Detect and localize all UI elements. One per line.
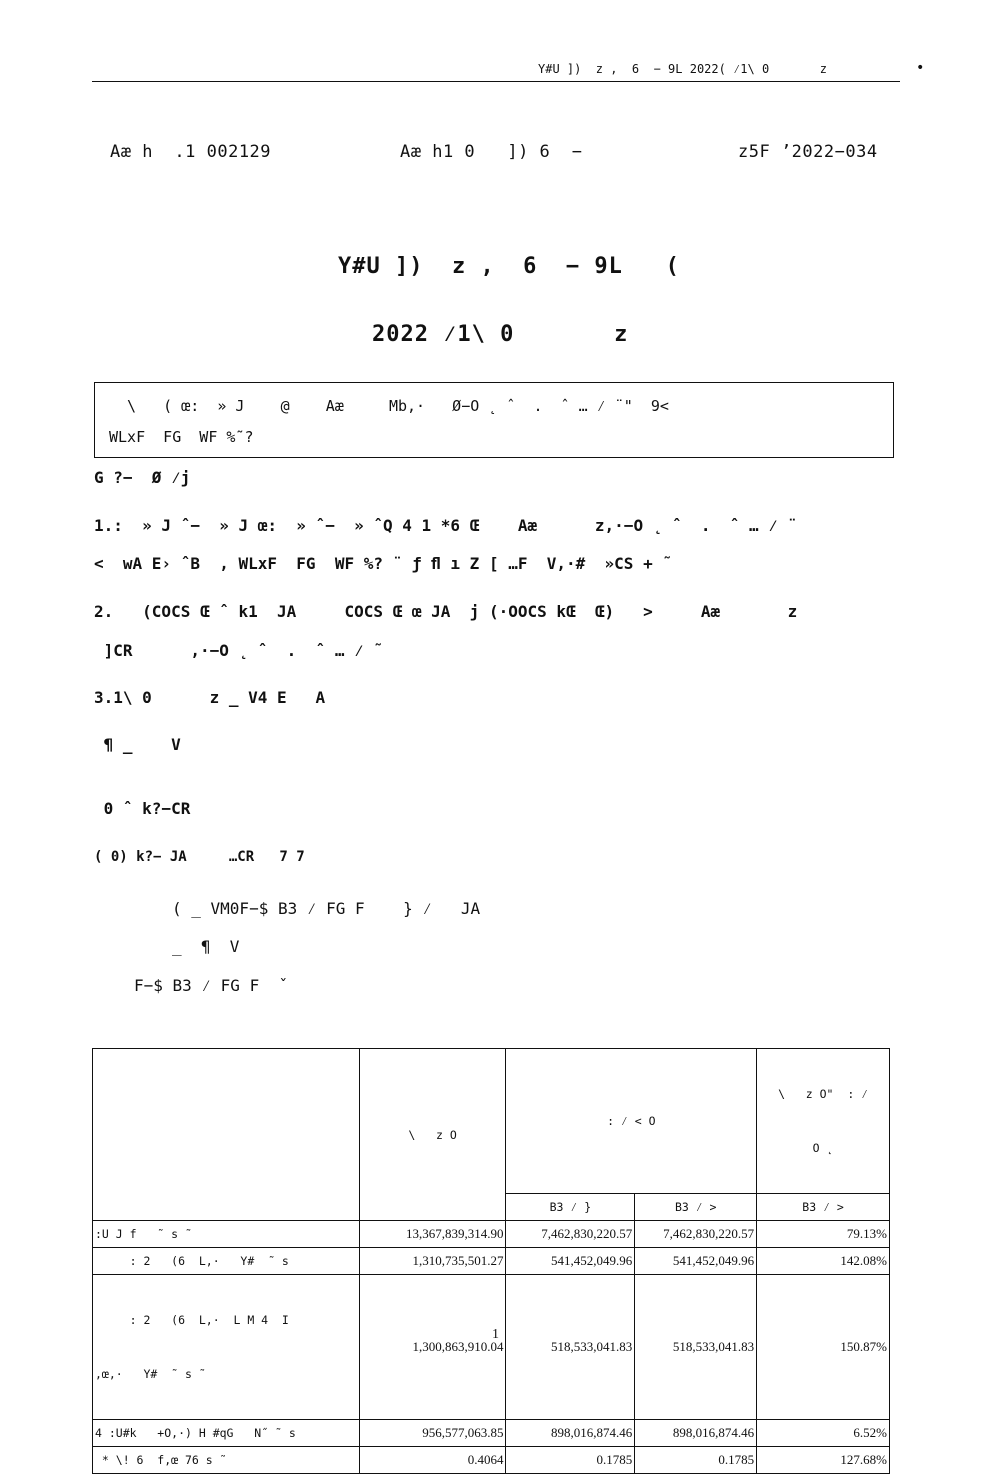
cell-prior-after: 898,016,874.46	[635, 1420, 757, 1447]
cell-current: 13,367,839,314.90	[359, 1221, 506, 1248]
row-label-line2: ,œ,· Y# ˜ s ˜	[95, 1367, 206, 1381]
financial-data-table	[92, 1048, 890, 1474]
running-header-bullet: •	[916, 60, 925, 76]
notice-line2: WLxF FG WF %˜?	[109, 428, 254, 446]
header-after-adjust: B3 ⁄ >	[635, 1194, 757, 1221]
row-label: : 2 (6 L,· Y# ˜ s	[93, 1248, 360, 1275]
header-change-line2: O ˛	[812, 1141, 834, 1155]
table-row	[93, 1447, 890, 1474]
header-rule	[92, 81, 900, 82]
item3: 3.1\ 0 z _ V4 E A	[94, 688, 326, 707]
stock-code: Aæ h .1 002129	[110, 142, 272, 162]
paragraph-line1: ( _ VM0F−$ B3 ⁄ FG F } ⁄ JA	[172, 899, 481, 918]
table-row	[93, 1420, 890, 1447]
row-label	[93, 1275, 360, 1420]
header-prior-period: : ⁄ < O	[506, 1049, 757, 1194]
table-row	[93, 1221, 890, 1248]
cell-prior-after: 0.1785	[635, 1447, 757, 1474]
document-title-line2: 2022 ⁄1\ 0 z	[372, 322, 629, 347]
cell-prior-before: 898,016,874.46	[506, 1420, 635, 1447]
header-before-adjust: B3 ⁄ }	[506, 1194, 635, 1221]
notice-line1: \ ( œ: » J @ Aæ Mb,· Ø−O ˛ ˆ . ˆ … ⁄ ¨" 9<	[109, 397, 669, 415]
cell-current: 956,577,063.85	[359, 1420, 506, 1447]
item2-line2: ]CR ,·−O ˛ ˆ . ˆ … ⁄ ˜	[94, 641, 383, 660]
cell-change: 6.52%	[757, 1420, 890, 1447]
row-label: :U J f ˜ s ˜	[93, 1221, 360, 1248]
cell-current: 1,310,735,501.27	[359, 1248, 506, 1275]
important-notice-heading: G ?− Ø ⁄j	[94, 468, 191, 487]
table-row	[93, 1248, 890, 1275]
cell-prior-before: 541,452,049.96	[506, 1248, 635, 1275]
row-label-line1: : 2 (6 L,· L M 4 I	[95, 1313, 289, 1327]
item1-line1: 1.: » J ˆ− » J œ: » ˆ− » ˆQ 4 1 *6 Œ Aæ z,·−O ˛ ˆ . ˆ … ⁄ ¨	[94, 516, 798, 535]
cell-current: 1,300,863,910.04	[359, 1275, 506, 1420]
cell-prior-before: 518,533,041.83	[506, 1275, 635, 1420]
header-current-period: \ z O	[359, 1049, 506, 1221]
section-two-heading: 0 ˆ k?−CR	[94, 799, 191, 818]
cell-change: 127.68%	[757, 1447, 890, 1474]
item1-line2: < wA E› ˆB , WLxF FG WF %? ¨ ƒ ﬂ ı Z [ …F V,·# »CS + ˜	[94, 554, 672, 573]
row-label: 4 :U#k +O,·) H #qG N˝ ˜ s	[93, 1420, 360, 1447]
item2-line1: 2. (COCS Œ ˆ k1 JA COCS Œ œ JA j (·OOCS kŒ Œ) > Aæ z	[94, 602, 798, 621]
paragraph-line3: F−$ B3 ⁄ FG F ˇ	[134, 976, 289, 995]
running-header-title: Y#U ]) z , 6 − 9L 2022( ⁄1\ 0 z	[538, 62, 827, 76]
cell-prior-after: 541,452,049.96	[635, 1248, 757, 1275]
subsection-heading: ( 0) k?− JA …CR 7 7	[94, 849, 305, 865]
paragraph-line2: _ ¶ V	[172, 937, 240, 956]
cell-prior-after: 518,533,041.83	[635, 1275, 757, 1420]
page-number: 1	[492, 1327, 499, 1342]
notice-box	[94, 382, 894, 458]
stock-abbreviation: Aæ h1 0 ]) 6 −	[400, 142, 583, 162]
cell-prior-before: 0.1785	[506, 1447, 635, 1474]
cell-current: 0.4064	[359, 1447, 506, 1474]
section-one-heading: ¶ _ V	[94, 735, 181, 754]
table-header-row	[93, 1049, 890, 1194]
document-title-line1: Y#U ]) z , 6 − 9L (	[338, 254, 680, 279]
cell-prior-after: 7,462,830,220.57	[635, 1221, 757, 1248]
row-label: * \! 6 f,œ 76 s ˜	[93, 1447, 360, 1474]
header-blank-cell	[93, 1049, 360, 1221]
header-change-line1: \ z O" : ⁄	[778, 1087, 869, 1101]
header-change-after: B3 ⁄ >	[757, 1194, 890, 1221]
announcement-number: z5F ’2022−034	[738, 142, 878, 162]
cell-prior-before: 7,462,830,220.57	[506, 1221, 635, 1248]
cell-change: 150.87%	[757, 1275, 890, 1420]
cell-change: 142.08%	[757, 1248, 890, 1275]
cell-change: 79.13%	[757, 1221, 890, 1248]
header-change	[757, 1049, 890, 1194]
table-row	[93, 1275, 890, 1420]
